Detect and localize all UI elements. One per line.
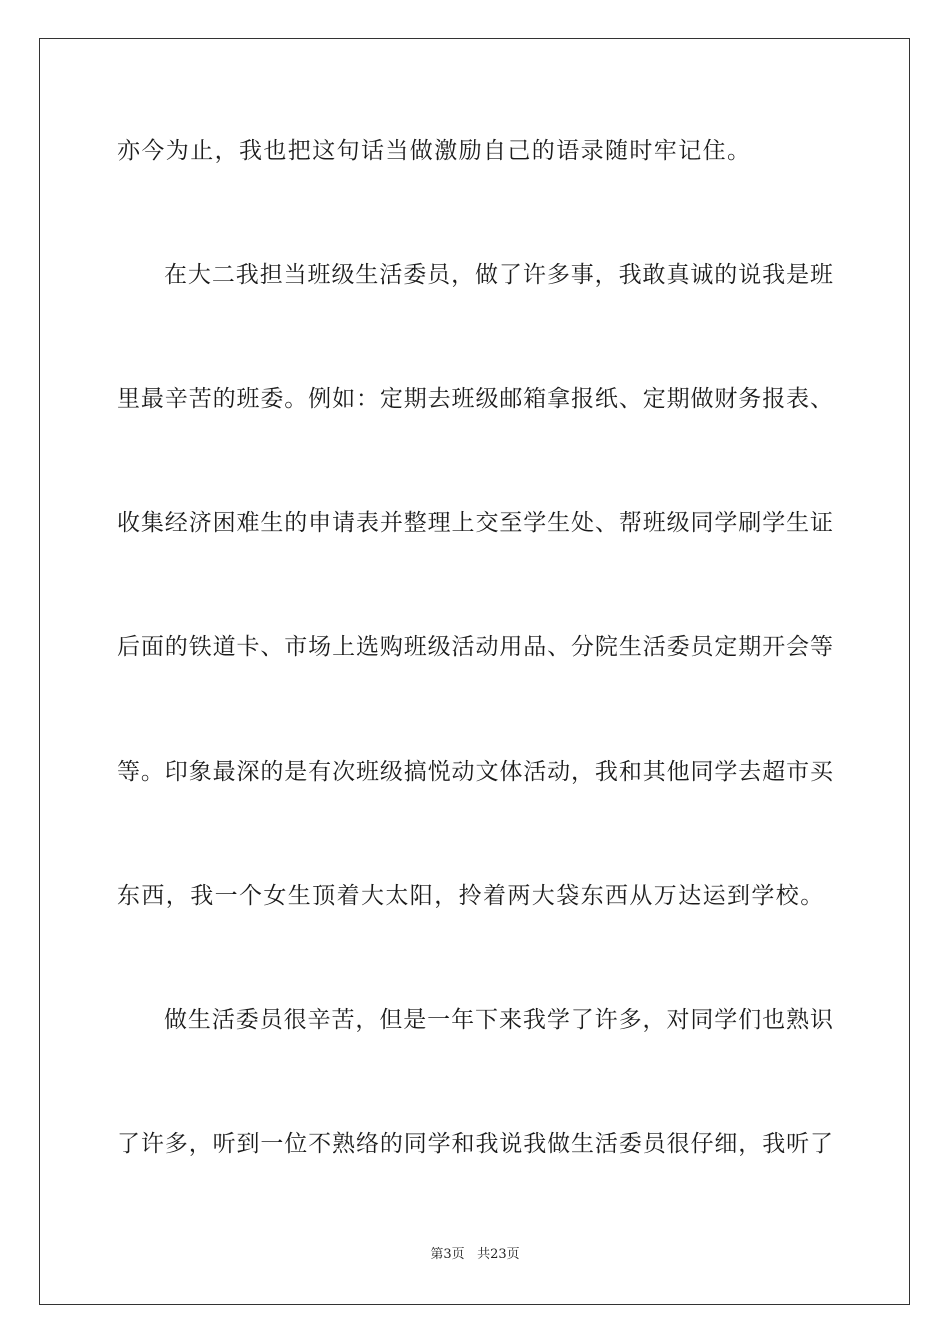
text-line-9: 了许多，听到一位不熟络的同学和我说我做生活委员很仔细，我听了 bbox=[117, 1131, 833, 1157]
text-line-8: 做生活委员很辛苦，但是一年下来我学了许多，对同学们也熟识 bbox=[164, 1007, 833, 1033]
text-line-6: 等。印象最深的是有次班级搞悦动文体活动，我和其他同学去超市买 bbox=[117, 759, 833, 785]
text-line-4: 收集经济困难生的申请表并整理上交至学生处、帮班级同学刷学生证 bbox=[117, 510, 833, 536]
text-line-1: 亦今为止，我也把这句话当做激励自己的语录随时牢记住。 bbox=[117, 138, 752, 164]
text-line-7: 东西，我一个女生顶着大太阳，拎着两大袋东西从万达运到学校。 bbox=[117, 883, 825, 909]
text-line-3: 里最辛苦的班委。例如：定期去班级邮箱拿报纸、定期做财务报表、 bbox=[117, 386, 833, 412]
text-line-5: 后面的铁道卡、市场上选购班级活动用品、分院生活委员定期开会等 bbox=[117, 634, 833, 660]
text-line-2: 在大二我担当班级生活委员，做了许多事，我敢真诚的说我是班 bbox=[164, 262, 833, 288]
page-footer bbox=[0, 1247, 950, 1263]
page-number: 第3页 bbox=[430, 1247, 465, 1262]
page-frame bbox=[39, 38, 910, 1305]
page-total: 共23页 bbox=[477, 1247, 520, 1262]
